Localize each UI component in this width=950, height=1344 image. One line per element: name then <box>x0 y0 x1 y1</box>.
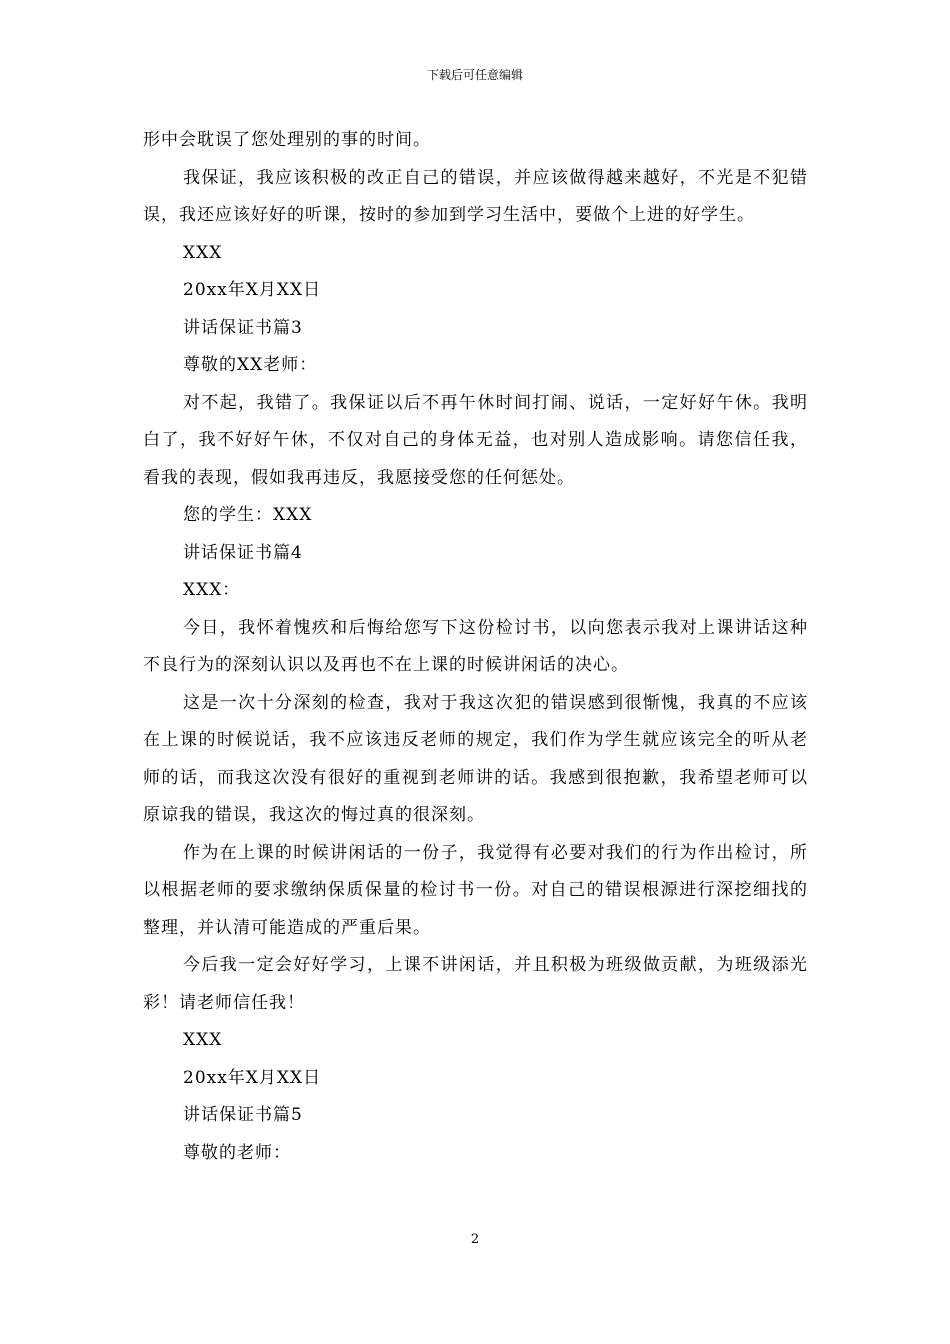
paragraph-intro: 今日，我怀着愧疚和后悔给您写下这份检讨书，以向您表示我对上课讲话这种不良行为的深刻认识以及再也不在上课的时候讲闲话的决心。 <box>143 617 808 675</box>
paragraph-review: 作为在上课的时候讲闲话的一份子，我觉得有必要对我们的行为作出检讨，所以根据老师的要求缴纳保质保量的检讨书一份。对自己的错误根源进行深挖细找的整理，并认清可能造成的严重后果。 <box>143 842 808 938</box>
paragraph-apology: 对不起，我错了。我保证以后不再午休时间打闹、说话，一定好好午休。我明白了，我不好好午休，不仅对自己的身体无益，也对别人造成影响。请您信任我，看我的表现，假如我再违反，我愿接受您的任何惩处。 <box>143 392 808 488</box>
page-header: 下载后可任意编辑 <box>426 68 523 82</box>
page-number: 2 <box>470 1232 480 1247</box>
signature-date: 20xx年X月XX日 <box>183 280 322 300</box>
paragraph-commitment: 今后我一定会好好学习，上课不讲闲话，并且积极为班级做贡献，为班级添光彩！请老师信任我！ <box>143 955 808 1013</box>
signature-name: XXX <box>183 242 223 263</box>
paragraph-reflection: 这是一次十分深刻的检查，我对于我这次犯的错误感到很惭愧，我真的不应该在上课的时候说话，我不应该违反老师的规定，我们作为学生就应该完全的听从老师的话，而我这次没有很好的重视到老师讲的话。我感到很抱歉，我希望老师可以原谅我的错误，我这次的悔过真的很深刻。 <box>143 692 808 825</box>
signature-student: 您的学生：XXX <box>183 505 313 525</box>
salutation: 尊敬的老师： <box>183 1142 291 1163</box>
document-body <box>143 122 808 1172</box>
salutation: XXX： <box>183 580 241 600</box>
paragraph-promise: 我保证，我应该积极的改正自己的错误，并应该做得越来越好，不光是不犯错误，我还应该好好的听课，按时的参加到学习生活中，要做个上进的好学生。 <box>143 167 808 225</box>
section-title-4: 讲话保证书篇4 <box>183 542 303 563</box>
section-title-3: 讲话保证书篇3 <box>183 317 303 338</box>
signature-name: XXX <box>183 1030 223 1050</box>
signature-date: 20xx年X月XX日 <box>183 1067 322 1088</box>
salutation: 尊敬的XX老师： <box>183 355 318 375</box>
section-title-5: 讲话保证书篇5 <box>183 1105 303 1125</box>
paragraph-continuation: 形中会耽误了您处理别的事的时间。 <box>143 130 431 150</box>
